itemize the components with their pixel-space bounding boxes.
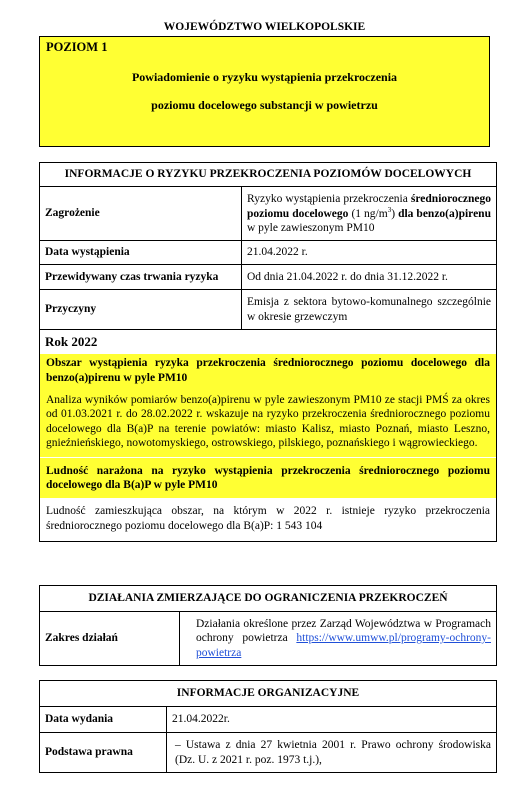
level-title-line2: poziomu docelowego substancji w powietrzu xyxy=(151,98,378,112)
actions-scope-text: Działania określone przez Zarząd Województwa w Programach ochrony powietrza xyxy=(196,617,491,645)
org-info-header: INFORMACJE ORGANIZACYJNE xyxy=(40,681,497,707)
level-title-line1: Powiadomienie o ryzyku wystąpienia przekroczenia xyxy=(131,70,398,84)
threat-label: Zagrożenie xyxy=(40,187,242,241)
area-text: Analiza wyników pomiarów benzo(a)pirenu w pyle zawieszonym PM10 ze stacji PMŚ za okres od 01.03.2021 r. do 28.02.2022 r. wskazuje na ryzyko przekroczenia średniorocznego poziomu docelowego dla B(a)P na terenie powiatów: miasto Kalisz, miasto Poznań, miasto Leszno, gnieźnieńskiego, nowotomyskiego, ostrowskiego, pilskiego, poznańskiego i wągrowieckiego. xyxy=(46,394,490,450)
level-box xyxy=(39,36,490,147)
occurrence-date-value: 21.04.2022 r. xyxy=(242,241,497,265)
causes-label: Przyczyny xyxy=(40,290,242,330)
threat-value: Ryzyko wystąpienia przekroczenia średniorocznego poziomu docelowego (1 $ng/m^3$) dla benzo(a)pirenu w pyle zawieszonym PM10 xyxy=(242,187,497,241)
risk-info-table xyxy=(39,162,497,542)
population-text: Ludność zamieszkująca obszar, na którym w 2022 r. istnieje ryzyko przekroczenia średniorocznego poziomu docelowego dla B(a)P: 1 543 104 xyxy=(46,505,490,532)
issue-date-value: 21.04.2022r. xyxy=(167,707,497,733)
level-label: POZIOM 1 xyxy=(46,40,108,54)
area-title: Obszar wystąpienia ryzyka przekroczenia średniorocznego poziomu docelowego dla benzo(a)pirenu w pyle PM10 xyxy=(46,357,490,384)
programs-link[interactable]: https://www.umww.pl/programy-ochrony-powietrza xyxy=(196,632,491,659)
area-section xyxy=(40,354,496,456)
duration-label: Przewidywany czas trwania ryzyka xyxy=(40,265,242,290)
actions-table xyxy=(39,585,497,666)
region-title: WOJEWÓDZTWO WIELKOPOLSKIE xyxy=(163,21,366,33)
causes-value: Emisja z sektora bytowo-komunalnego szczególnie w okresie grzewczym xyxy=(242,290,497,330)
actions-header: DZIAŁANIA ZMIERZAJĄCE DO OGRANICZENIA PRZEKROCZEŃ xyxy=(40,586,497,612)
actions-scope-value xyxy=(180,612,497,666)
duration-value: Od dnia 21.04.2022 r. do dnia 31.12.2022 r. xyxy=(242,265,497,290)
year-section xyxy=(40,330,497,542)
issue-date-label: Data wydania xyxy=(40,707,167,733)
occurrence-date-label: Data wystąpienia xyxy=(40,241,242,265)
year-label: Rok 2022 xyxy=(45,334,98,349)
population-title: Ludność narażona na ryzyko wystąpienia przekroczenia średniorocznego poziomu docelowego dla B(a)P w pyle PM10 xyxy=(40,457,496,499)
legal-basis-value: – Ustawa z dnia 27 kwietnia 2001 r. Prawo ochrony środowiska (Dz. U. z 2021 r. poz. 1973 t.j.), xyxy=(167,733,497,773)
org-info-table xyxy=(39,680,497,773)
legal-basis-label: Podstawa prawna xyxy=(40,733,167,773)
actions-scope-label: Zakres działań xyxy=(40,612,180,666)
risk-info-header: INFORMACJE O RYZYKU PRZEKROCZENIA POZIOMÓW DOCELOWYCH xyxy=(40,163,497,187)
